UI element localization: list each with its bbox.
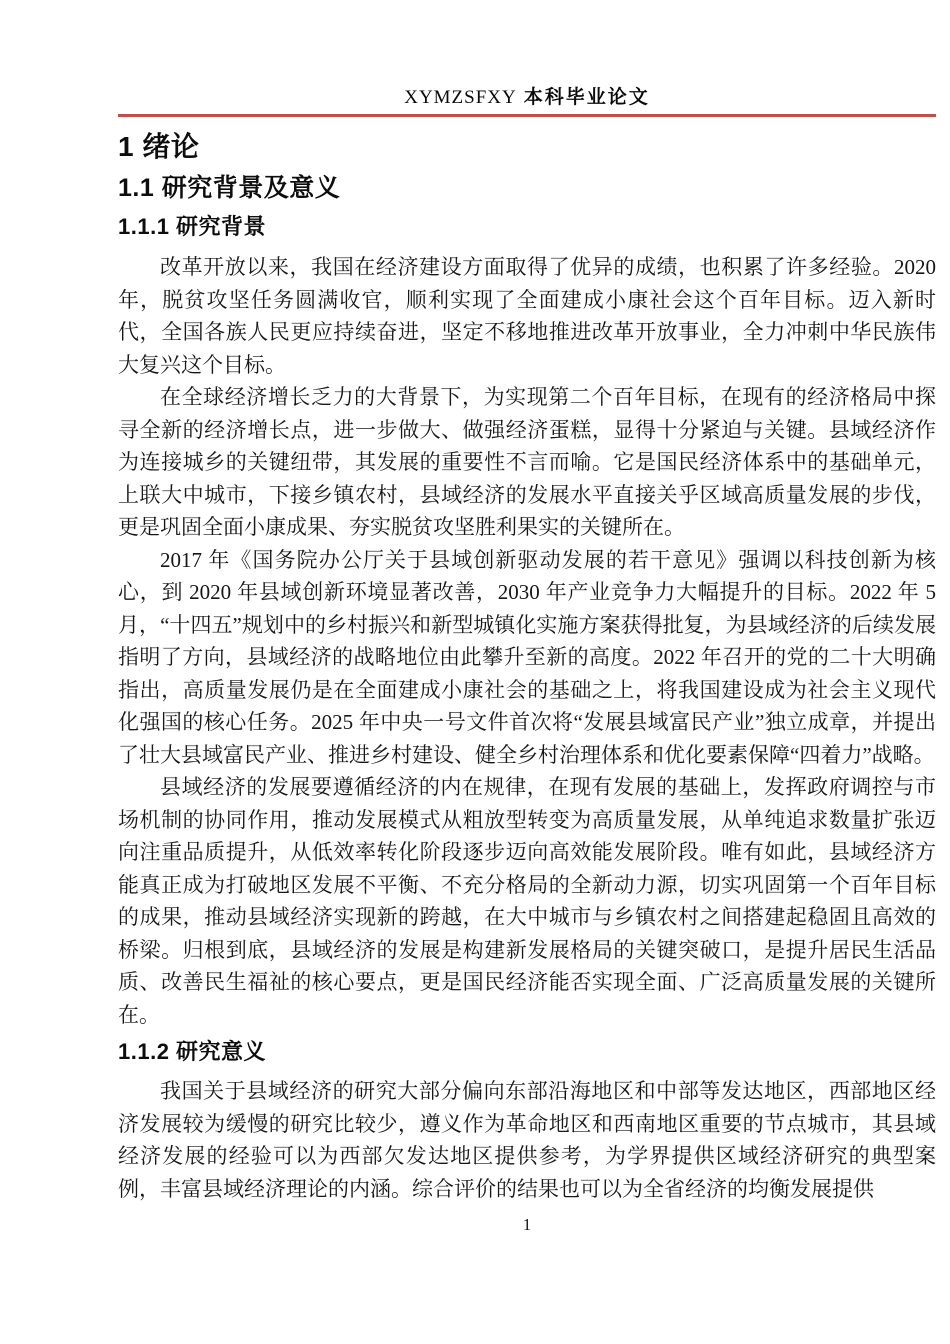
header-title bbox=[118, 86, 936, 109]
page-header bbox=[118, 86, 936, 117]
paragraph-background-4: 县域经济的发展要遵循经济的内在规律，在现有发展的基础上，发挥政府调控与市场机制的协同作用，推动发展模式从粗放型转变为高质量发展，从单纯追求数量扩张迈向注重品质提升，从低效率转化阶段逐步迈向高效能发展阶段。唯有如此，县域经济方能真正成为打破地区发展不平衡、不充分格局的全新动力源，切实巩固第一个百年目标的成果，推动县域经济实现新的跨越，在大中城市与乡镇农村之间搭建起稳固且高效的桥梁。归根到底，县域经济的发展是构建新发展格局的关键突破口，是提升居民生活品质、改善民生福祉的核心要点，更是国民经济能否实现全面、广泛高质量发展的关键所在。 bbox=[118, 775, 936, 1027]
subsection-heading-background: 1.1.1 研究背景 bbox=[118, 214, 267, 239]
chapter-heading: 1 绪论 bbox=[118, 131, 200, 162]
header-title-chinese: 本科毕业论文 bbox=[523, 87, 650, 108]
paragraph-significance-1: 我国关于县域经济的研究大部分偏向东部沿海地区和中部等发达地区，西部地区经济发展较为缓慢的研究比较少，遵义作为革命地区和西南地区重要的节点城市，其县域经济发展的经验可以为西部欠发达地区提供参考，为学界提供区域经济研究的典型案例，丰富县域经济理论的内涵。综合评价的结果也可以为全省经济的均衡发展提供 bbox=[118, 1079, 936, 1201]
header-rule bbox=[118, 114, 936, 117]
paragraph-background-1: 改革开放以来，我国在经济建设方面取得了优异的成绩，也积累了许多经验。2020 年，脱贫攻坚任务圆满收官，顺利实现了全面建成小康社会这个百年目标。迈入新时代，全国各族人民更应持续奋进，坚定不移地推进改革开放事业，全力冲刺中华民族伟大复兴这个目标。 bbox=[118, 255, 936, 377]
subsection-heading-significance: 1.1.2 研究意义 bbox=[118, 1039, 267, 1064]
page-footer bbox=[118, 1214, 936, 1235]
page-content bbox=[118, 86, 936, 1235]
page-number: 1 bbox=[522, 1215, 532, 1234]
header-title-latin: XYMZSFXY bbox=[404, 87, 517, 108]
paragraph-background-2: 在全球经济增长乏力的大背景下，为实现第二个百年目标，在现有的经济格局中探寻全新的经济增长点，进一步做大、做强经济蛋糕，显得十分紧迫与关键。县域经济作为连接城乡的关键纽带，其发展的重要性不言而喻。它是国民经济体系中的基础单元，上联大中城市，下接乡镇农村，县域经济的发展水平直接关乎区域高质量发展的步伐，更是巩固全面小康成果、夯实脱贫攻坚胜利果实的关键所在。 bbox=[118, 385, 936, 539]
paragraph-background-3: 2017 年《国务院办公厅关于县域创新驱动发展的若干意见》强调以科技创新为核心，到 2020 年县域创新环境显著改善，2030 年产业竞争力大幅提升的目标。2022 年 5 月，“十四五”规划中的乡村振兴和新型城镇化实施方案获得批复，为县域经济的后续发展指明了方向，县域经济的战略地位由此攀升至新的高度。2022 年召开的党的二十大明确指出，高质量发展仍是在全面建成小康社会的基础之上，将我国建设成为社会主义现代化强国的核心任务。2025 年中央一号文件首次将“发展县域富民产业”独立成章，并提出了壮大县域富民产业、推进乡村建设、健全乡村治理体系和优化要素保障“四着力”战略。 bbox=[118, 547, 936, 767]
section-heading: 1.1 研究背景及意义 bbox=[118, 174, 341, 202]
